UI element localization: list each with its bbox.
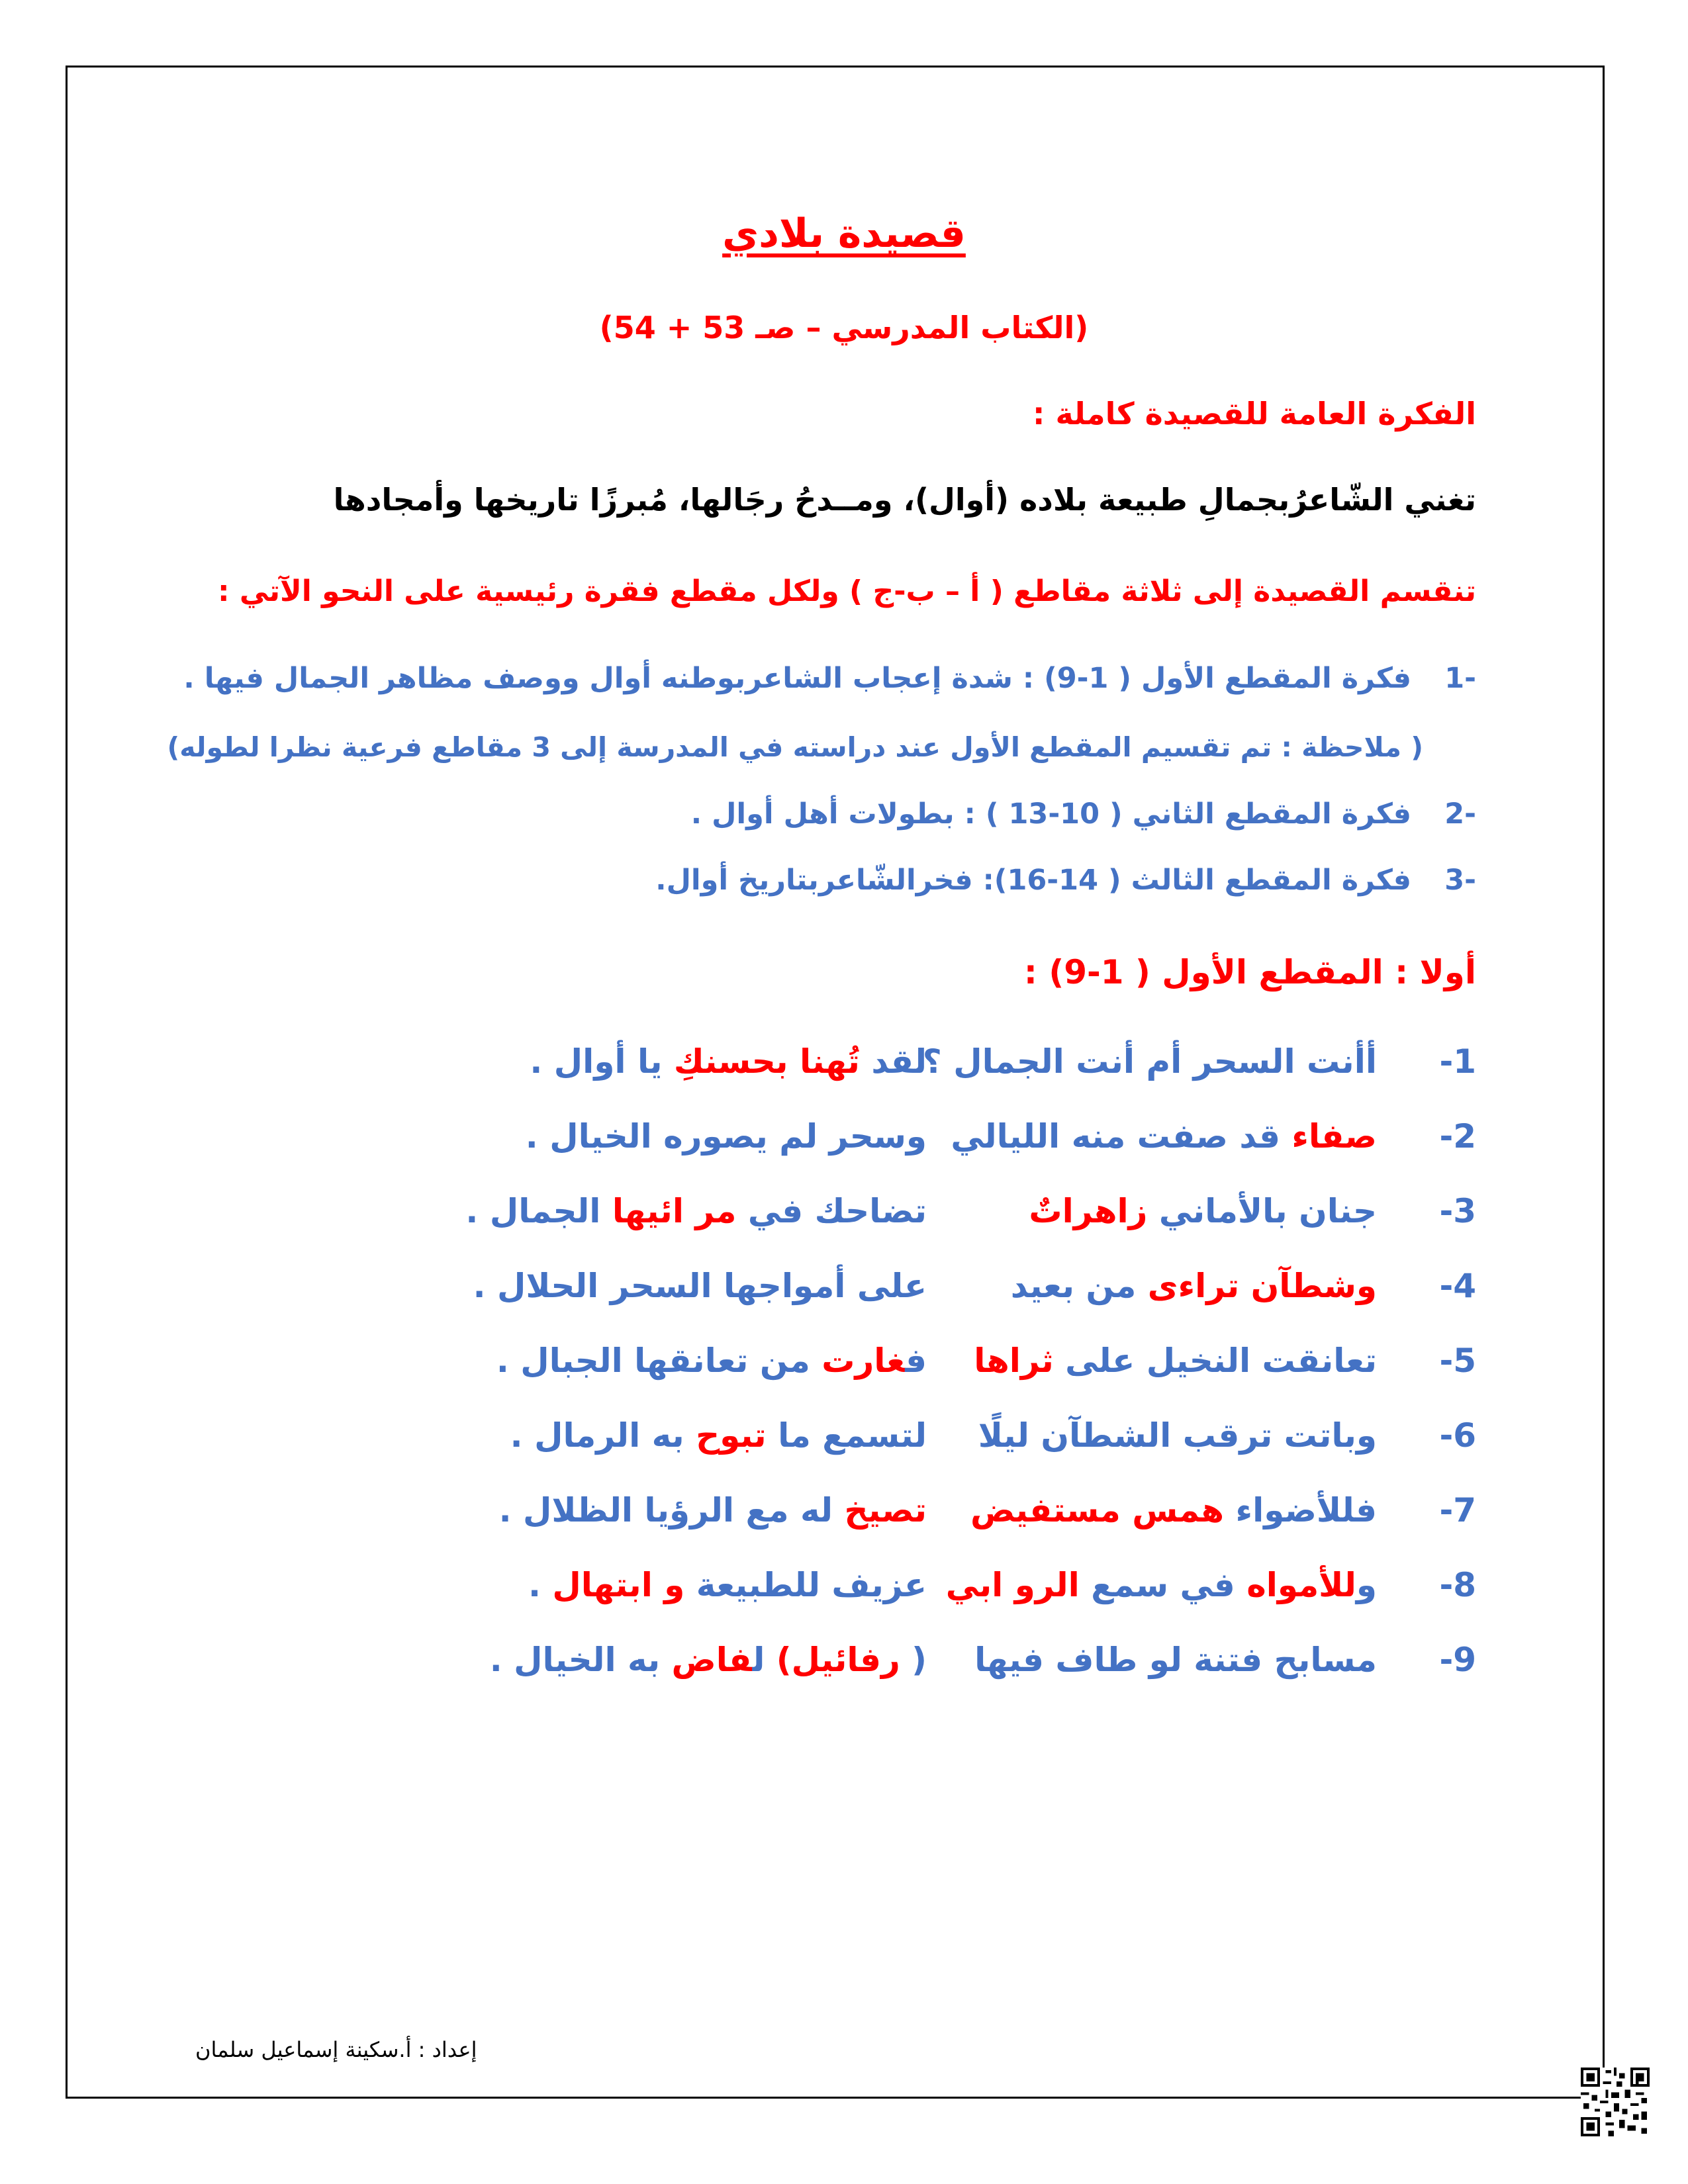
- verse-number: -1: [1439, 1042, 1476, 1081]
- verse-segment: جنان بالأماني: [1147, 1192, 1377, 1230]
- verse-segment: زاهراتٌ: [1029, 1192, 1148, 1230]
- verse-second-hemistich: [528, 1566, 927, 1604]
- verse-segment: تضاحك في: [736, 1192, 927, 1230]
- verse-segment: في سمع: [1079, 1566, 1247, 1604]
- verse-segment: وسحر لم يصوره الخيال .: [525, 1117, 927, 1156]
- verse-number: -6: [1439, 1416, 1476, 1455]
- verse-segment: قد صفت منه الليالي: [951, 1117, 1292, 1156]
- division-heading: تنقسم القصيدة إلى ثلاثة مقاطع ( أ – ب-ج ) ولكل مقطع فقرة رئيسية على النحو الآتي :: [218, 574, 1476, 608]
- verse-segment: لتسمع ما: [766, 1416, 927, 1455]
- verse-segment: يا أوال .: [530, 1042, 674, 1081]
- verse-second-hemistich: [510, 1416, 927, 1455]
- verse-segment: الجمال .: [465, 1192, 612, 1230]
- note-text: ( ملاحظة : تم تقسيم المقطع الأول عند دراسته في المدرسة إلى 3 مقاطع فرعية نظرا لطوله): [167, 731, 1423, 763]
- verse-second-hemistich: [530, 1042, 927, 1081]
- verse-segment: وشطآن: [1239, 1267, 1377, 1305]
- section-text: فكرة المقطع الثاني ( 10-13 ) : بطولات أهل أوال .: [690, 797, 1411, 831]
- verse-segment: عزيف للطبيعة: [684, 1566, 927, 1604]
- verse-segment: و ابتهال: [552, 1566, 685, 1604]
- part-one-heading: أولا : المقطع الأول ( 1-9) :: [1023, 953, 1476, 991]
- verse-segment: .: [528, 1566, 553, 1604]
- verse-segment: لقد: [859, 1042, 927, 1081]
- verse-segment: به الرمال .: [510, 1416, 696, 1455]
- verse-second-hemistich: [490, 1641, 927, 1679]
- verse-segment: تعانقت النخيل على: [1053, 1342, 1377, 1380]
- verse-first-hemistich: [1011, 1267, 1377, 1305]
- list-number: -1: [1444, 662, 1476, 695]
- verse-number: -9: [1439, 1641, 1476, 1679]
- verse-number: -3: [1439, 1192, 1476, 1230]
- verse-segment: تبوح: [696, 1416, 767, 1455]
- verse-number: -4: [1439, 1267, 1476, 1305]
- verse-segment: همس مستفيض: [970, 1491, 1225, 1529]
- list-number: -3: [1444, 864, 1476, 897]
- section-idea-1: [183, 662, 1476, 695]
- general-idea-text: تغني الشّاعرُبجمالِ طبيعة بلاده (أوال)، ومــدحُ رجَالها، مُبرزًا تاريخها وأمجادها: [333, 482, 1476, 518]
- verse-second-hemistich: [526, 1117, 927, 1156]
- textbook-reference: (الكتاب المدرسي – صـ 53 + 54): [599, 310, 1089, 345]
- verse-first-hemistich: [946, 1566, 1377, 1604]
- page-border: [66, 66, 1605, 2099]
- verse-segment: مر ائيها: [612, 1192, 737, 1230]
- verse-segment: و: [1356, 1566, 1377, 1604]
- qr-code-icon: [1581, 2068, 1650, 2136]
- section-text: فكرة المقطع الثالث ( 14-16): فخرالشّاعربتاريخ أوال.: [655, 864, 1411, 897]
- verse-segment: ف: [905, 1342, 927, 1380]
- verse-number: -8: [1439, 1566, 1476, 1604]
- verse-segment: ثراها: [974, 1342, 1054, 1380]
- verse-second-hemistich: [473, 1267, 927, 1305]
- verse-segment: ل: [752, 1641, 776, 1679]
- verse-segment: (: [900, 1641, 927, 1679]
- verse-first-hemistich: [1029, 1192, 1377, 1230]
- verse-second-hemistich: [496, 1342, 927, 1380]
- verse-segment: تصيخ: [844, 1491, 927, 1529]
- verse-segment: من بعيد: [1010, 1267, 1148, 1305]
- verse-number: -2: [1439, 1117, 1476, 1156]
- verse-segment: فاض: [671, 1641, 753, 1679]
- verse-first-hemistich: [974, 1342, 1377, 1380]
- verse-number: -7: [1439, 1491, 1476, 1529]
- section-idea-3: [655, 864, 1476, 897]
- verse-segment: من تعانقها الجبال .: [496, 1342, 822, 1380]
- verse-segment: الرو ابي: [945, 1566, 1080, 1604]
- verse-first-hemistich: [978, 1416, 1377, 1455]
- verse-segment: أأنت السحر أم أنت الجمال ؟: [922, 1042, 1377, 1081]
- section-text: فكرة المقطع الأول ( 1-9) : شدة إعجاب الشاعربوطنه أوال ووصف مظاهر الجمال فيها .: [183, 662, 1411, 695]
- verse-second-hemistich: [465, 1192, 927, 1230]
- verse-segment: مسابح فتنة لو طاف فيها: [974, 1641, 1377, 1679]
- poem-title: قصيدة بلادي: [722, 210, 966, 257]
- verse-segment: رفائيل): [776, 1641, 900, 1679]
- verse-first-hemistich: [951, 1117, 1377, 1156]
- verse-segment: تراءى: [1147, 1267, 1240, 1305]
- verse-first-hemistich: [974, 1641, 1377, 1679]
- verse-segment: على أمواجها السحر الحلال .: [473, 1267, 927, 1305]
- verse-segment: صفاء: [1291, 1117, 1377, 1156]
- verse-segment: غارت: [821, 1342, 906, 1380]
- verse-segment: تُهنا بحسنكِ: [673, 1042, 860, 1081]
- verse-segment: للأمواه: [1246, 1566, 1356, 1604]
- verse-segment: به الخيال .: [489, 1641, 672, 1679]
- verse-segment: فللأضواء: [1224, 1491, 1377, 1529]
- verse-segment: وباتت ترقب الشطآن ليلًا: [978, 1416, 1377, 1455]
- author-credit: إعداد : أ.سكينة إسماعيل سلمان: [195, 2037, 477, 2062]
- verse-number: -5: [1439, 1342, 1476, 1380]
- verse-first-hemistich: [923, 1042, 1377, 1081]
- general-idea-heading: الفكرة العامة للقصيدة كاملة :: [1033, 396, 1476, 432]
- list-number: -2: [1444, 797, 1476, 831]
- verse-segment: له مع الرؤيا الظلال .: [498, 1491, 845, 1529]
- verse-first-hemistich: [970, 1491, 1377, 1529]
- section-idea-2: [691, 797, 1476, 831]
- verse-second-hemistich: [499, 1491, 927, 1529]
